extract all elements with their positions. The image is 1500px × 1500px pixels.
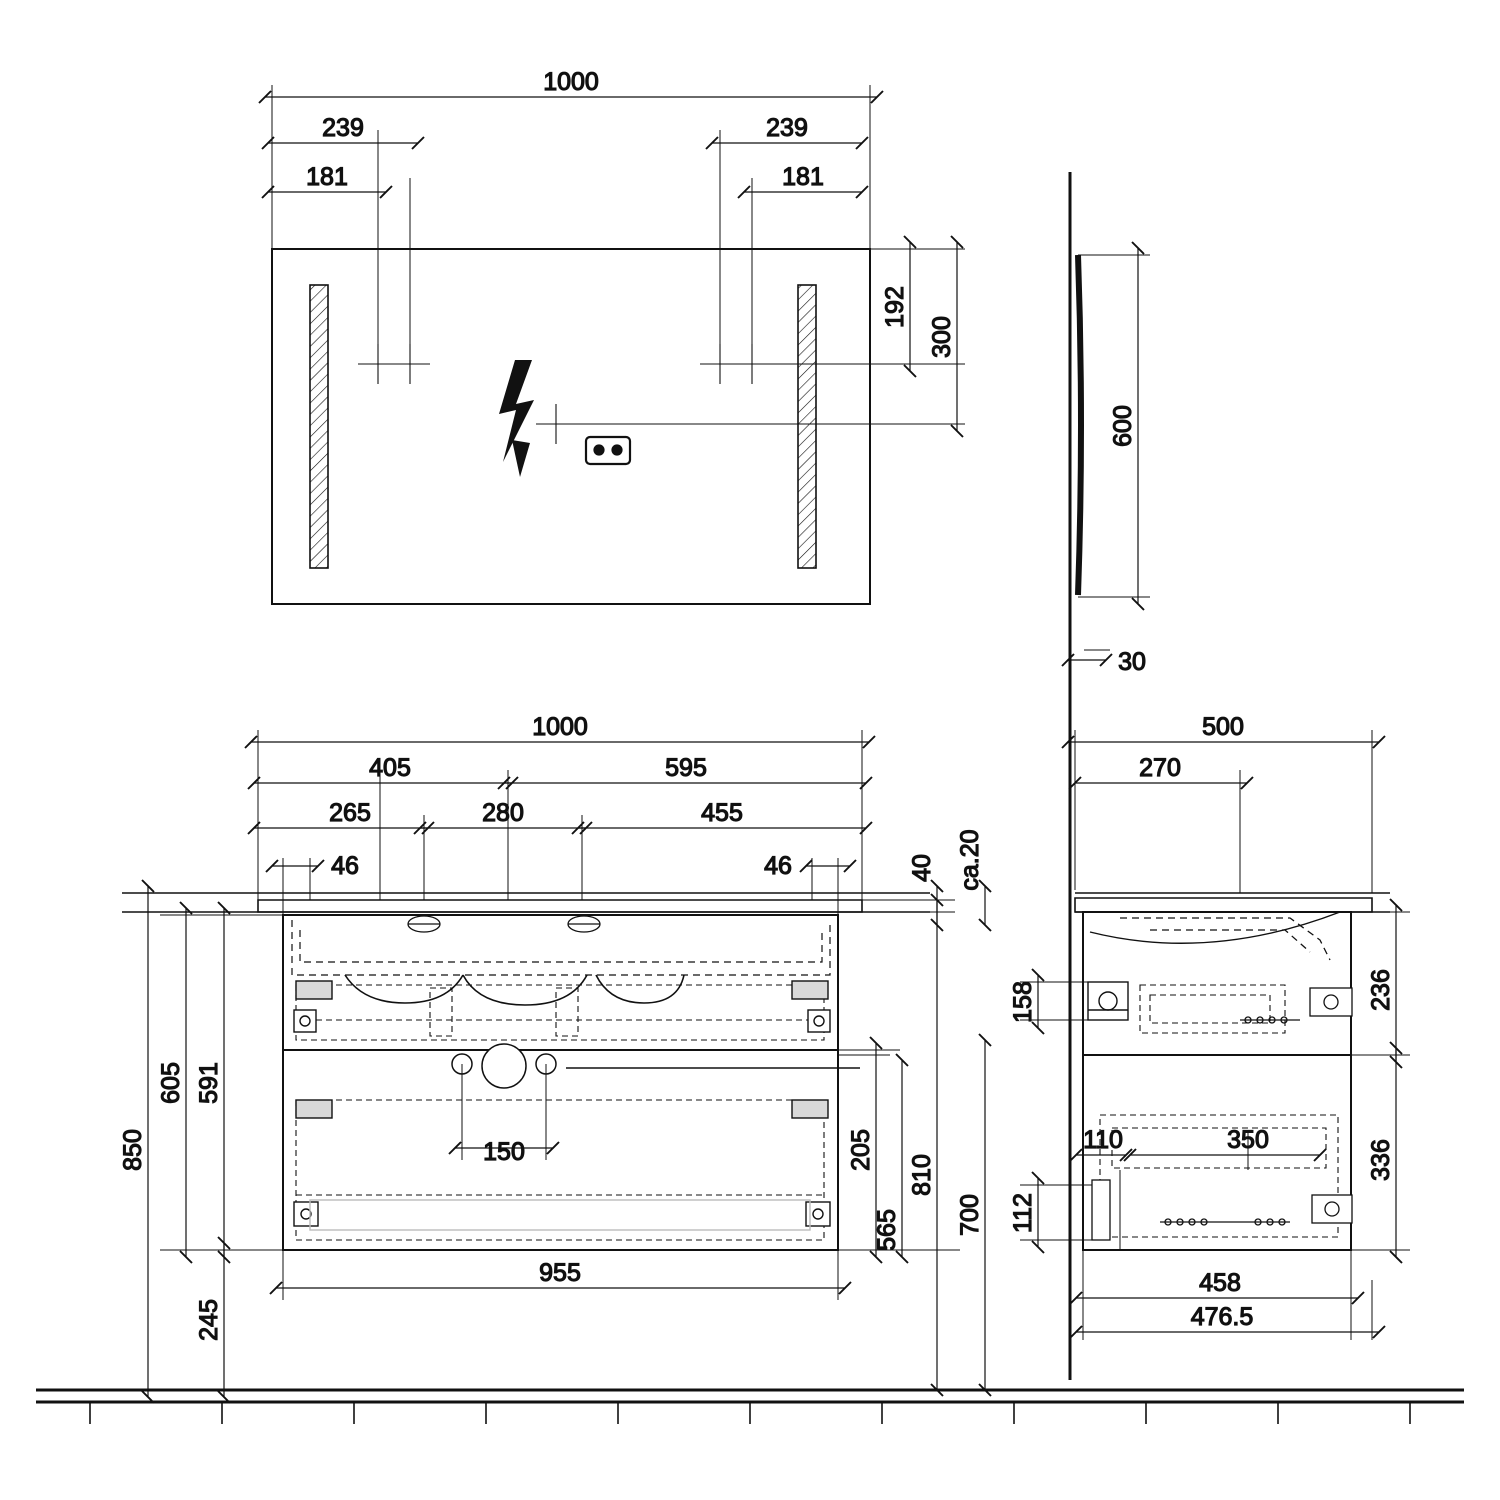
dim-label: 46 [764,852,792,880]
dim-seg-595 [504,754,866,783]
dim-depth-110 [1076,1126,1126,1155]
dim-label: 565 [873,1209,901,1251]
dim-label: 1000 [532,713,588,741]
dim-label: 245 [195,1299,223,1341]
dim-seg-280 [420,799,586,828]
dim-label: 300 [928,316,956,358]
dim-label: 46 [331,852,359,880]
dim-led-left-inner [268,163,386,192]
dim-label: 595 [665,754,707,782]
dim-label: 1000 [543,68,599,96]
dim-mirror-fixing-total [928,242,957,431]
dim-label: 955 [539,1259,581,1287]
dim-label: 158 [1009,981,1037,1023]
dim-height-850 [119,886,148,1397]
socket-outlet-icon [586,437,630,464]
led-strip-right [798,285,816,568]
dim-seg-455 [578,799,866,828]
drawer-lower [283,1050,838,1250]
dim-mirror-side-depth [1068,648,1146,676]
dim-mirror-side-height [1109,248,1138,604]
dim-label: ca.20 [956,829,984,891]
dim-height-205 [847,1043,876,1257]
dim-height-158 [1009,975,1038,1028]
dim-label: 270 [1139,754,1181,782]
dim-height-112 [1009,1178,1038,1247]
dim-led-right-inner [744,163,862,192]
dim-mirror-width [265,68,877,97]
floor-line [36,1390,1464,1424]
dim-body-width [276,1259,845,1288]
dim-depth-270 [1075,754,1247,783]
dim-label: 265 [329,799,371,827]
dim-led-left-outer [268,114,418,143]
dim-label: 181 [306,163,348,191]
led-strip-left [310,285,328,568]
dim-depth-458 [1076,1269,1358,1298]
dim-label: 700 [956,1194,984,1236]
dim-seg-265 [254,799,428,828]
dim-label: 336 [1367,1139,1395,1181]
dim-label: 500 [1202,713,1244,741]
dim-label: 112 [1009,1193,1037,1233]
dim-height-565 [873,1060,902,1257]
dim-label: 810 [908,1154,936,1196]
dim-top-thickness [908,854,937,925]
dim-label: 205 [847,1129,875,1171]
dim-label: 458 [1199,1269,1241,1297]
mirror-front-view [265,68,965,604]
dim-depth-500 [1068,713,1379,742]
dim-label: 600 [1109,405,1137,447]
dim-label: 850 [119,1129,147,1171]
dim-vanity-width [251,713,869,742]
dim-height-810 [908,900,937,1390]
dim-height-591 [195,908,224,1257]
dim-mirror-fixing-top [881,242,910,371]
dim-label: 110 [1083,1126,1123,1154]
dim-gap-ca20 [956,829,985,925]
dim-height-700 [956,1040,985,1390]
dim-seg-46-right [764,852,850,880]
dim-label: 239 [322,114,364,142]
dim-height-336 [1367,1048,1396,1257]
dim-label: 236 [1367,969,1395,1011]
dim-seg-46-left [272,852,359,880]
dim-label: 405 [369,754,411,782]
dim-label: 591 [195,1062,223,1104]
dim-led-right-outer [712,114,862,143]
dim-height-605 [157,908,186,1257]
dim-height-236 [1367,905,1396,1062]
dim-label: 350 [1227,1126,1269,1154]
mirror-side-profile [1078,255,1081,595]
dim-label: 30 [1118,648,1146,676]
dim-label: 476.5 [1190,1303,1254,1331]
dim-label: 455 [701,799,743,827]
dim-depth-476-5 [1076,1303,1379,1332]
drawer-upper [283,915,838,1050]
dim-label: 192 [881,286,909,328]
dim-label: 239 [766,114,808,142]
dim-label: 40 [908,854,936,882]
dim-seg-405 [254,754,512,783]
dim-label: 181 [782,163,824,191]
vanity-front-view [119,713,1000,1397]
dim-label: 150 [483,1138,525,1166]
dim-label: 605 [157,1062,185,1104]
dim-label: 280 [482,799,524,827]
dim-height-245 [195,1243,224,1397]
